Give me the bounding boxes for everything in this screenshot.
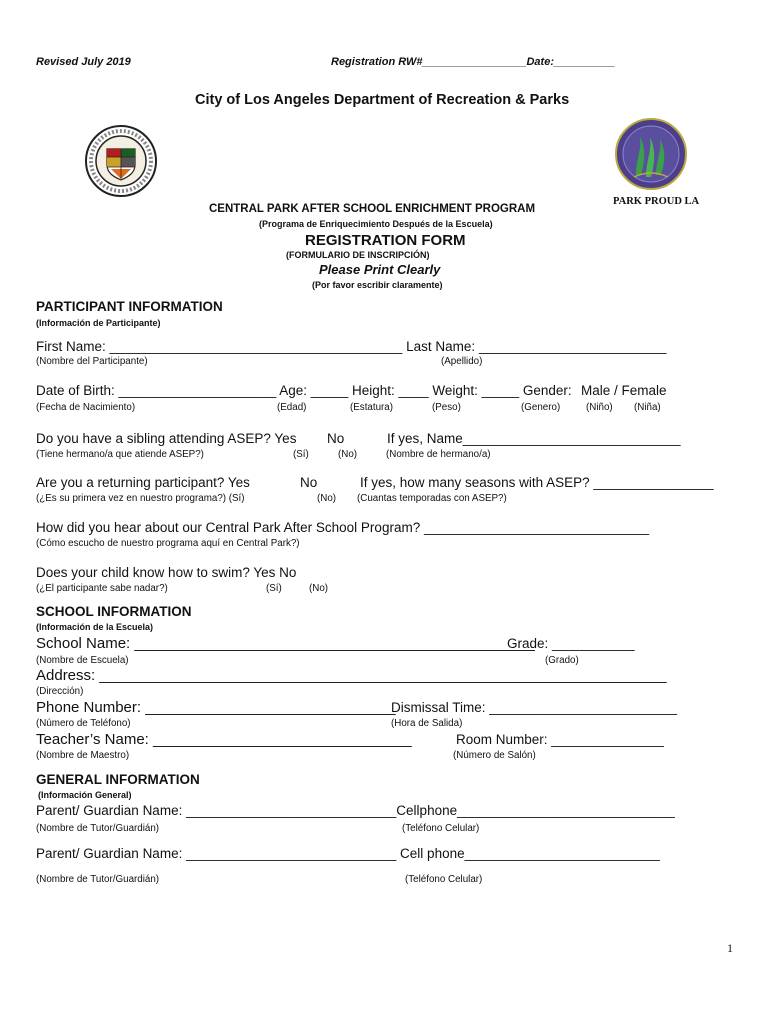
returning-seasons-es: (Cuantas temporadas con ASEP?) (357, 493, 507, 504)
sibling-yes-es: (Sí) (293, 449, 309, 460)
first-name-es: (Nombre del Participante) (36, 356, 148, 367)
room-number-field[interactable]: Room Number: _______________ (456, 732, 664, 747)
returning-no-option[interactable]: No (300, 475, 318, 490)
park-proud-la-logo-icon (614, 117, 688, 191)
school-heading: SCHOOL INFORMATION (36, 604, 192, 619)
guardian-2-es: (Nombre de Tutor/Guardián) (36, 874, 160, 885)
female-es: (Niña) (634, 402, 661, 413)
form-title-es: (FORMULARIO DE INSCRIPCIÓN) (286, 250, 430, 260)
name-fields[interactable]: First Name: _______________________________________ Last Name: _________________________ (36, 339, 667, 354)
swim-no-es: (No) (309, 583, 329, 594)
room-es: (Número de Salón) (453, 750, 536, 761)
dismissal-es: (Hora de Salida) (391, 718, 463, 729)
sibling-question[interactable]: Do you have a sibling attending ASEP? Yes (36, 431, 297, 446)
revised-date: Revised July 2019 (36, 56, 131, 68)
form-title: REGISTRATION FORM (305, 232, 466, 249)
guardian-1-fields[interactable]: Parent/ Guardian Name: ____________________________Cellphone_____________________________ (36, 803, 675, 818)
birth-age-height-weight-fields[interactable]: Date of Birth: _____________________ Age: _____ Height: ____ Weight: _____ Gender: (36, 383, 572, 398)
program-name-es: (Programa de Enriquecimiento Después de la Escuela) (259, 219, 493, 229)
returning-no-es: (No) (317, 493, 337, 504)
male-es: (Niño) (586, 402, 613, 413)
weight-es: (Peso) (432, 402, 461, 413)
teacher-name-field[interactable]: Teacher’s Name: _______________________________ (36, 731, 412, 748)
gender-es: (Genero) (521, 402, 561, 413)
sibling-name-field[interactable]: If yes, Name_____________________________ (387, 431, 681, 446)
sibling-no-option[interactable]: No (327, 431, 345, 446)
swim-question[interactable]: Does your child know how to swim? Yes No (36, 565, 297, 580)
hear-about-field[interactable]: How did you hear about our Central Park After School Program? ______________________________ (36, 520, 650, 535)
print-clearly-note: Please Print Clearly (319, 262, 441, 277)
grade-es: (Grado) (545, 655, 579, 666)
guardian-2-fields[interactable]: Parent/ Guardian Name: ____________________________ Cell phone__________________________ (36, 846, 660, 861)
participant-heading-es: (Información de Participante) (36, 318, 161, 328)
sibling-name-es: (Nombre de hermano/a) (386, 449, 491, 460)
swim-question-es: (¿El participante sabe nadar?) (36, 583, 168, 594)
school-heading-es: (Información de la Escuela) (36, 622, 154, 632)
last-name-es: (Apellido) (441, 356, 483, 367)
program-name: CENTRAL PARK AFTER SCHOOL ENRICHMENT PROGRAM (209, 203, 536, 215)
cell-2-es: (Teléfono Celular) (405, 874, 483, 885)
school-name-field[interactable]: School Name: ________________________________________________ (36, 635, 535, 652)
dob-es: (Fecha de Nacimiento) (36, 402, 136, 413)
returning-seasons-field[interactable]: If yes, how many seasons with ASEP? ________________ (360, 475, 714, 490)
school-name-es: (Nombre de Escuela) (36, 655, 129, 666)
address-es: (Dirección) (36, 686, 84, 697)
print-clearly-note-es: (Por favor escribir claramente) (312, 280, 443, 290)
returning-question[interactable]: Are you a returning participant? Yes (36, 475, 250, 490)
registration-number-date-field[interactable]: Registration RW#_________________Date:__________ (331, 56, 616, 68)
sibling-question-es: (Tiene hermano/a que atiende ASEP?) (36, 449, 204, 460)
cell-1-es: (Teléfono Celular) (402, 823, 480, 834)
age-es: (Edad) (277, 402, 307, 413)
general-heading: GENERAL INFORMATION (36, 772, 200, 787)
returning-question-es: (¿Es su primera vez en nuestro programa?) (Sí) (36, 493, 245, 504)
swim-yes-es: (Sí) (266, 583, 282, 594)
teacher-es: (Nombre de Maestro) (36, 750, 130, 761)
hear-about-es: (Cómo escucho de nuestro programa aquí en Central Park?) (36, 538, 300, 549)
dismissal-time-field[interactable]: Dismissal Time: _________________________ (391, 700, 677, 715)
phone-field[interactable]: Phone Number: ______________________________ (36, 699, 396, 716)
city-seal-icon (84, 124, 158, 198)
sibling-no-es: (No) (338, 449, 358, 460)
gender-options[interactable]: Male / Female (581, 383, 667, 398)
general-heading-es: (Información General) (38, 790, 132, 800)
height-es: (Estatura) (350, 402, 394, 413)
guardian-1-es: (Nombre de Tutor/Guardián) (36, 823, 160, 834)
participant-heading: PARTICIPANT INFORMATION (36, 299, 223, 314)
grade-field[interactable]: Grade: ___________ (507, 636, 635, 651)
page-title: City of Los Angeles Department of Recreation & Parks (195, 92, 570, 108)
page-number: 1 (727, 941, 733, 955)
address-field[interactable]: Address: ____________________________________________________________________ (36, 667, 667, 684)
phone-es: (Número de Teléfono) (36, 718, 131, 729)
park-proud-caption: PARK PROUD LA (613, 196, 700, 207)
